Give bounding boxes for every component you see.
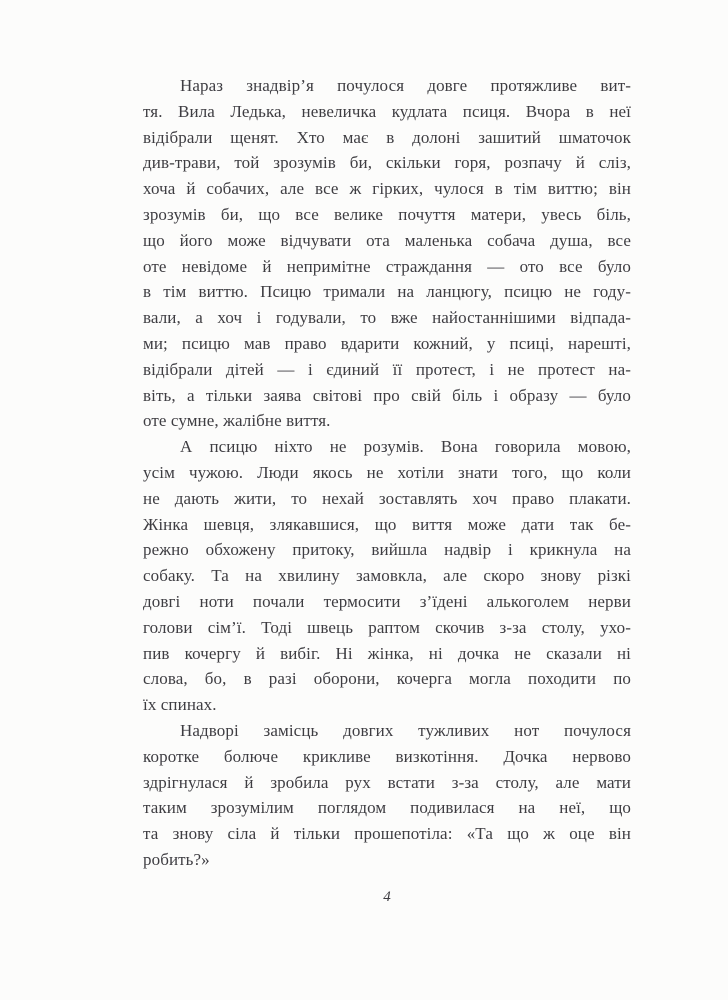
text-line: Жінка шевця, злякавшися, що виття може дати так бе- (143, 514, 631, 534)
paragraph (143, 434, 631, 718)
text-line: віть, а тільки заява світові про свій біль і образу — було (143, 385, 631, 405)
text-line: їх спинах. (143, 695, 217, 715)
text-line: голови сім’ї. Тоді швець раптом скочив з-за столу, ухо- (143, 617, 631, 637)
text-line: тя. Вила Ледька, невеличка кудлата псиця. Вчора в неї (143, 101, 631, 121)
text-line: оте невідоме й непримітне страждання — ото все було (143, 256, 631, 276)
paragraph (143, 73, 631, 434)
text-line: пив кочергу й вибіг. Ні жінка, ні дочка не сказали ні (143, 643, 631, 663)
text-line: Нараз знадвір’я почулося довге протяжливе вит- (180, 76, 631, 95)
text-line: не дають жити, то нехай зоставлять хоч право плакати. (143, 488, 631, 508)
text-line: ми; псицю мав право вдарити кожний, у псиці, нарешті, (143, 333, 631, 353)
text-line: коротке болюче крикливе визкотіння. Дочка нервово (143, 746, 631, 766)
text-line: в тім виттю. Псицю тримали на ланцюгу, псицю не году- (143, 282, 631, 302)
page-number: 4 (383, 889, 391, 905)
text-line: режно обхожену притоку, вийшла надвір і крикнула на (143, 540, 631, 560)
text-line: відібрали дітей — і єдиний її протест, і не протест на- (143, 359, 631, 379)
text-line: довгі ноти почали термосити з’їдені алькоголем нерви (143, 591, 631, 611)
text-block (143, 73, 631, 873)
text-line: та знову сіла й тільки прошепотіла: «Та що ж оце він (143, 824, 631, 844)
text-line: таким зрозумілим поглядом подивилася на неї, що (143, 798, 631, 818)
text-line: усім чужою. Люди якось не хотіли знати того, що коли (143, 462, 631, 482)
text-line: хоча й собачих, але все ж гірких, чулося в тім виттю; він (143, 179, 631, 199)
text-line: що його може відчувати ота маленька собача душа, все (143, 230, 631, 250)
text-line: здрігнулася й зробила рух встати з-за столу, але мати (143, 772, 631, 792)
text-line: робить?» (143, 849, 210, 869)
text-line: див-трави, той зрозумів би, скільки горя, розпачу й сліз, (143, 153, 631, 173)
text-line: Надворі замісць довгих тужливих нот почулося (180, 720, 631, 740)
text-line: собаку. Та на хвилину замовкла, але скоро знову різкі (143, 566, 631, 586)
text-line: А псицю ніхто не розумів. Вона говорила мовою, (180, 437, 631, 457)
text-line: зрозумів би, що все велике почуття матери, увесь біль, (143, 204, 631, 224)
paragraph (143, 718, 631, 873)
text-line: відібрали щенят. Хто має в долоні зашитий шматочок (143, 127, 631, 147)
text-line: вали, а хоч і годували, то вже найостаннішими відпада- (143, 308, 631, 328)
text-line: оте сумне, жалібне виття. (143, 411, 331, 431)
text-line: слова, бо, в разі оборони, кочерга могла походити по (143, 669, 631, 689)
